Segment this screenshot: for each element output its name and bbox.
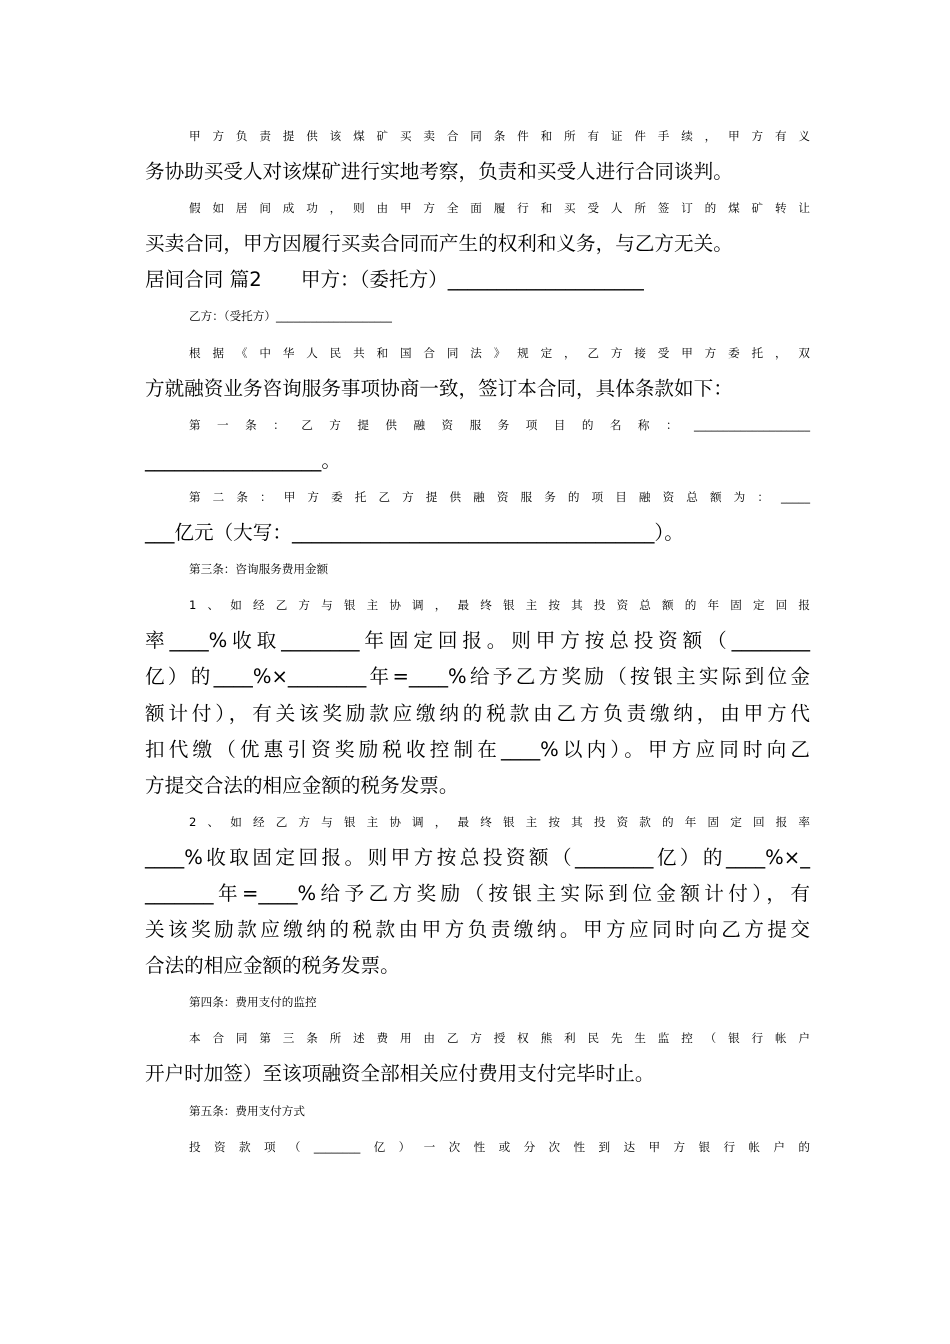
text-line: 扣代缴（优惠引资奖励税收控制在____%以内）。甲方应同时向乙 xyxy=(145,737,810,761)
text-line: 率____%收取________年固定回报。则甲方按总投资额（________ xyxy=(145,629,810,653)
document-body xyxy=(145,118,810,1165)
text-line: 假如居间成功，则由甲方全面履行和买受人所签订的煤矿转让 xyxy=(189,201,810,216)
text-line: 开户时加签）至该项融资全部相关应付费用支付完毕时止。 xyxy=(145,1062,655,1086)
text-line: ___亿元（大写：_____________________________________）。 xyxy=(145,521,684,545)
text-line: 2、如经乙方与银主协调，最终银主按其投资款的年固定回报率 xyxy=(189,814,810,829)
text-line: 投资款项（________亿）一次性或分次性到达甲方银行帐户的 xyxy=(189,1139,810,1154)
text-line: 合法的相应金额的税务发票。 xyxy=(145,954,400,978)
text-line: ____%收取固定回报。则甲方按总投资额（________亿）的____%×_ xyxy=(145,845,810,869)
text-line: 第一条：乙方提供融资服务项目的名称：____________________ xyxy=(189,417,810,432)
text-line: 买卖合同，甲方因履行买卖合同而产生的权利和义务，与乙方无关。 xyxy=(145,232,733,256)
text-line: 本合同第三条所述费用由乙方授权熊利民先生监控（银行帐户 xyxy=(189,1031,810,1046)
text-line: 关该奖励款应缴纳的税款由甲方负责缴纳。甲方应同时向乙方提交 xyxy=(145,918,810,942)
text-line: 居间合同 篇2 甲方：（委托方）____________________ xyxy=(145,268,644,292)
text-line: 亿）的____%×________年=____%给予乙方奖励（按银主实际到位金 xyxy=(145,665,810,689)
text-line: 1、如经乙方与银主协调，最终银主按其投资总额的年固定回报 xyxy=(189,598,810,613)
text-line: 甲方负责提供该煤矿买卖合同条件和所有证件手续，甲方有义 xyxy=(189,129,810,143)
text-line: 第二条：甲方委托乙方提供融资服务的项目融资总额为：_____ xyxy=(189,489,810,504)
text-line: 方提交合法的相应金额的税务发票。 xyxy=(145,773,459,797)
text-line: 乙方：（受托方）____________________ xyxy=(189,309,392,324)
text-line: 务协助买受人对该煤矿进行实地考察，负责和买受人进行合同谈判。 xyxy=(145,160,733,184)
text-line: 根据《中华人民共和国合同法》规定，乙方接受甲方委托，双 xyxy=(189,345,810,360)
text-line: 第五条：费用支付方式 xyxy=(189,1103,305,1118)
text-line: _______年=____%给予乙方奖励（按银主实际到位金额计付），有 xyxy=(145,881,810,905)
text-line: 第三条：咨询服务费用金额 xyxy=(189,562,329,577)
text-line: 第四条：费用支付的监控 xyxy=(189,995,317,1010)
text-line: 额计付），有关该奖励款应缴纳的税款由乙方负责缴纳，由甲方代 xyxy=(145,701,810,725)
text-line: 方就融资业务咨询服务事项协商一致，签订本合同，具体条款如下： xyxy=(145,376,733,400)
text-line: __________________。 xyxy=(145,448,341,472)
